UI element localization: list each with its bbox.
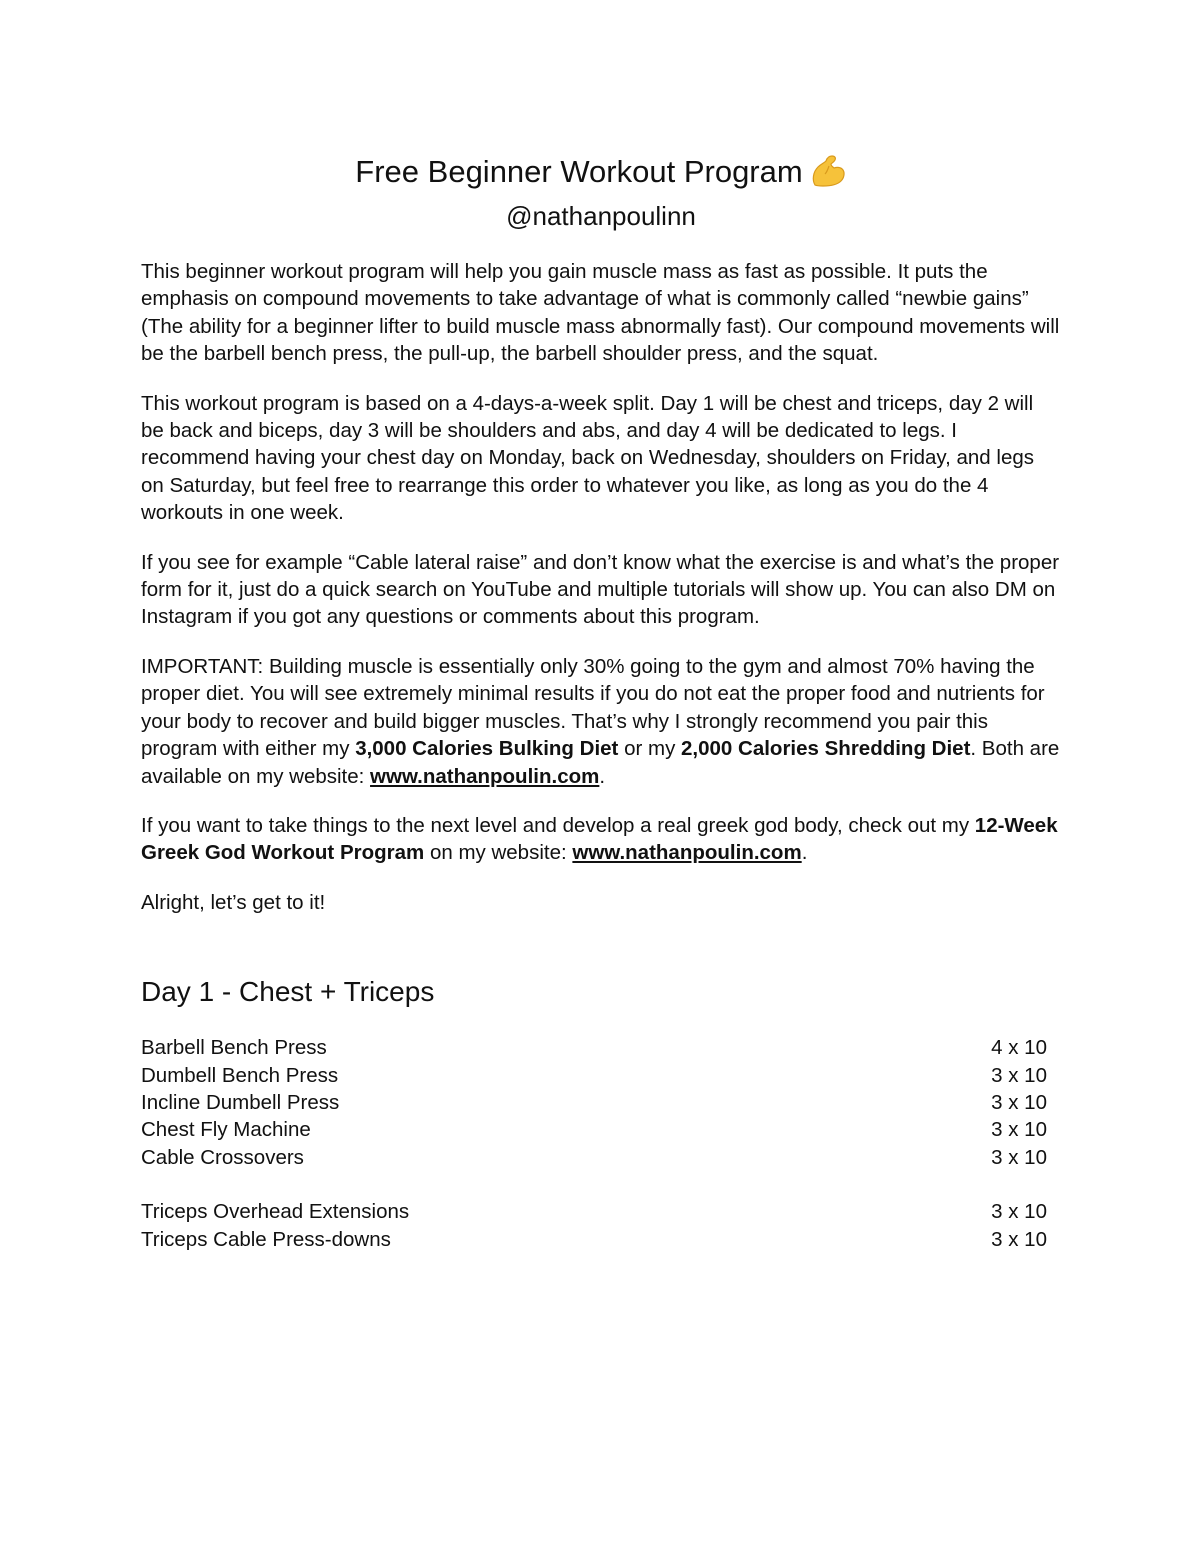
next-level-text: If you want to take things to the next level and develop a real greek god body, check out my [141, 813, 975, 837]
intro-paragraph-1: This beginner workout program will help you gain muscle mass as fast as possible. It puts the emphasis on compound movements to take advantage of what is commonly called “newbie gains” (The ability for a beginner lifter to build muscle mass abnormally fast). Our compound movements will be the barbell bench press, the pull-up, the barbell shoulder press, and the squat. [141, 260, 1060, 366]
day-1-heading: Day 1 - Chest + Triceps [141, 976, 435, 1008]
next-level-paragraph [141, 812, 1061, 867]
exercise-sets: 3 x 10 [991, 1227, 1047, 1251]
closing-line: Alright, let’s get to it! [141, 890, 326, 914]
greek-god-program-name: 12-Week Greek God Workout Program [141, 813, 1058, 865]
exercise-group-triceps [141, 1198, 1061, 1253]
exercise-name: Incline Dumbell Press [141, 1090, 340, 1114]
exercise-row [141, 1116, 1047, 1143]
exercise-row [141, 1144, 1047, 1171]
exercise-row [141, 1198, 1047, 1225]
exercise-name: Chest Fly Machine [141, 1118, 311, 1142]
page-title [141, 150, 1061, 194]
exercise-row [141, 1034, 1047, 1061]
exercise-row [141, 1062, 1047, 1089]
exercise-name: Triceps Overhead Extensions [141, 1200, 410, 1224]
important-text: IMPORTANT: Building muscle is essentially only 30% going to the gym and almost 70% having the proper diet. You will see extremely minimal results if you do not eat the proper food and nutrients for your body to recover and build bigger muscles. That’s why I strongly recommend you pair this program with either my [141, 654, 1045, 761]
exercise-sets: 4 x 10 [991, 1036, 1047, 1060]
shredding-diet-name: 2,000 Calories Shredding Diet [681, 737, 971, 761]
exercise-name: Triceps Cable Press-downs [141, 1227, 391, 1251]
exercise-group-chest [141, 1034, 1061, 1171]
exercise-row [141, 1089, 1047, 1116]
exercise-name: Barbell Bench Press [141, 1036, 327, 1060]
bulking-diet-name: 3,000 Calories Bulking Diet [355, 737, 619, 761]
title-block [141, 150, 1061, 236]
exercise-row [141, 1226, 1047, 1253]
title-text: Free Beginner Workout Program [355, 154, 803, 189]
exercise-sets: 3 x 10 [991, 1145, 1047, 1169]
exercise-name: Cable Crossovers [141, 1145, 304, 1169]
exercise-list [141, 1034, 1061, 1253]
exercise-sets: 3 x 10 [991, 1200, 1047, 1224]
exercise-name: Dumbell Bench Press [141, 1063, 339, 1087]
next-level-text: . [801, 841, 808, 865]
intro-paragraph-3: If you see for example “Cable lateral raise” and don’t know what the exercise is and what’s the proper form for it, just do a quick search on YouTube and multiple tutorials will show up. You can also DM on Instagram if you got any questions or comments about this program. [141, 550, 1060, 629]
intro-paragraph-2: This workout program is based on a 4-days-a-week split. Day 1 will be chest and triceps, day 2 will be back and biceps, day 3 will be shoulders and abs, and day 4 will be dedicated to legs. I recommend having your chest day on Monday, back on Wednesday, shoulders on Friday, and legs on Saturday, but feel free to rearrange this order to whatever you like, as long as you do the 4 workouts in one week. [141, 391, 1035, 525]
exercise-sets: 3 x 10 [991, 1090, 1047, 1114]
next-level-text: on my website: [424, 841, 573, 865]
document-page [141, 150, 1061, 1253]
flexed-biceps-icon [809, 154, 847, 188]
author-handle: @nathanpoulinn [506, 201, 696, 231]
website-link[interactable]: www.nathanpoulin.com [572, 841, 802, 865]
important-paragraph [141, 653, 1061, 790]
website-link[interactable]: www.nathanpoulin.com [370, 764, 600, 788]
important-text: . Both are available on my website: [141, 737, 1060, 788]
important-text: . [599, 764, 606, 788]
exercise-sets: 3 x 10 [991, 1118, 1047, 1142]
exercise-sets: 3 x 10 [991, 1063, 1047, 1087]
important-text: or my [618, 737, 682, 761]
